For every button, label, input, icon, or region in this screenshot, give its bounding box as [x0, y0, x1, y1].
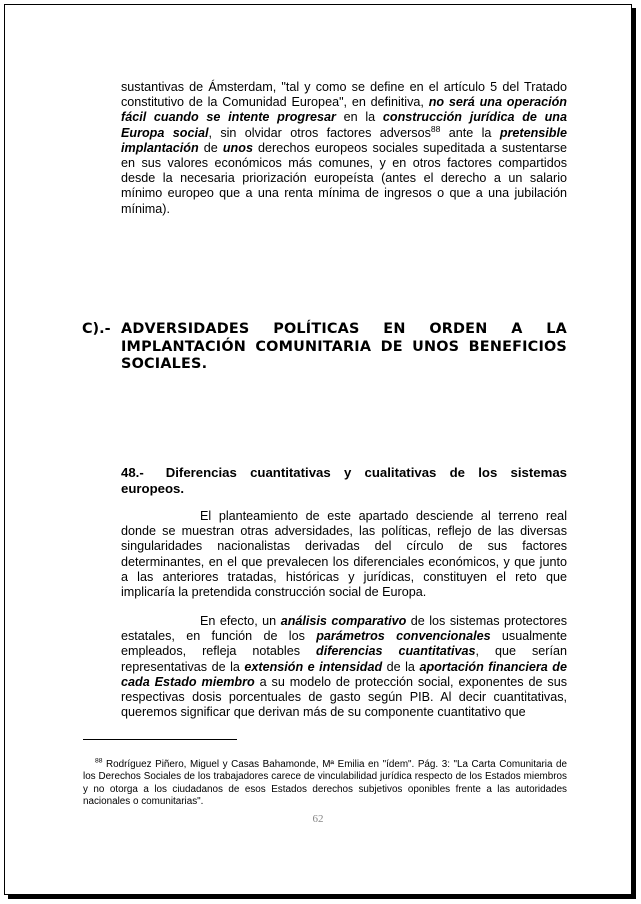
paragraph-body [121, 614, 567, 720]
emphasis-run: análisis comparativo [280, 614, 407, 628]
paragraph-body: El planteamiento de este apartado desciende al terreno real donde se muestran otras adversidades, las políticas, reflejo de las diversas singularidades nacionalistas derivadas del círculo de sus factores determinantes, en el que prevalecen los diferenciales económicos, y que junto a las anteriores tratadas, históricas y jurídicas, constituyen el reto que implicaría la pretendida construcción social de Europa. [121, 509, 567, 600]
subsection-number: 48.- [121, 465, 144, 480]
text-run: , sin olvidar otros factores adversos [208, 125, 431, 140]
emphasis-run: parámetros convencionales [316, 629, 491, 644]
text-run: derechos europeos sociales supeditada a sustentarse en sus valores económicos más comunes, y en otros factores compartidos desde la necesaria priorización europeísta (antes el derecho a un salario mínimo europeo que a una renta mínima de ingresos o que a una jubilación mínima). [121, 140, 568, 216]
page-number: 62 [312, 813, 324, 825]
subsection-heading [121, 465, 567, 497]
footnote-separator [83, 739, 237, 740]
emphasis-run: pretensible implantación [121, 125, 567, 155]
footnote [83, 759, 567, 809]
text-run: de los sistemas protectores estatales, en función de los [121, 614, 567, 644]
emphasis-run: unos [222, 140, 253, 155]
section-heading [82, 321, 567, 374]
emphasis-run: diferencias cuantitativas [316, 644, 476, 659]
emphasis-run: aportación financiera de cada Estado miembro [121, 659, 567, 689]
subsection-title: Diferencias cuantitativas y cualitativas de los sistemas europeos. [121, 465, 567, 496]
text-run: de [198, 140, 223, 155]
text-run: , que serían representativas de la [121, 644, 567, 674]
emphasis-run: construcción jurídica de una Europa social [121, 110, 568, 140]
emphasis-run: extensión e intensidad [244, 659, 383, 674]
text-run: usualmente empleados, refleja notables [121, 629, 568, 659]
text-run: sustantivas de Ámsterdam, "tal y como se define en el artículo 5 del Tratado constitutivo de la Comunidad Europea", en definitiva, [121, 80, 567, 110]
document-page [4, 4, 632, 895]
emphasis-run: no será una operación fácil cuando se intente progresar [121, 95, 567, 125]
footnote-marker: 88 [95, 757, 103, 765]
section-title: ADVERSIDADES POLÍTICAS EN ORDEN A LA IMPLANTACIÓN COMUNITARIA DE UNOS BENEFICIOS SOCIALES. [121, 321, 567, 372]
text-run: en la [335, 110, 383, 125]
text-run: de la [382, 659, 420, 674]
section-letter: C).- [82, 321, 111, 337]
footnote-reference[interactable]: 88 [430, 123, 441, 134]
text-run: a su modelo de protección social, exponentes de sus respectivas dosis porcentuales de gasto según PIB. Al decir cuantitativas, queremos significar que derivan más de su componente cuantitativo que [121, 674, 567, 720]
text-run: ante la [440, 125, 500, 140]
paragraph-continuation [121, 80, 567, 217]
footnote-text: Rodríguez Piñero, Miguel y Casas Bahamonde, Mª Emilia en "ídem". Pág. 3: "La Carta Comunitaria de los Derechos Sociales de los trabajadores carece de vinculabilidad jurídica respecto de los Estados miembros y no otorga a los ciudadanos de esos Estados derechos subjetivos oponibles frente a las autoridades nacionales o comunitarias". [83, 759, 567, 808]
text-run: En efecto, un [200, 614, 281, 628]
